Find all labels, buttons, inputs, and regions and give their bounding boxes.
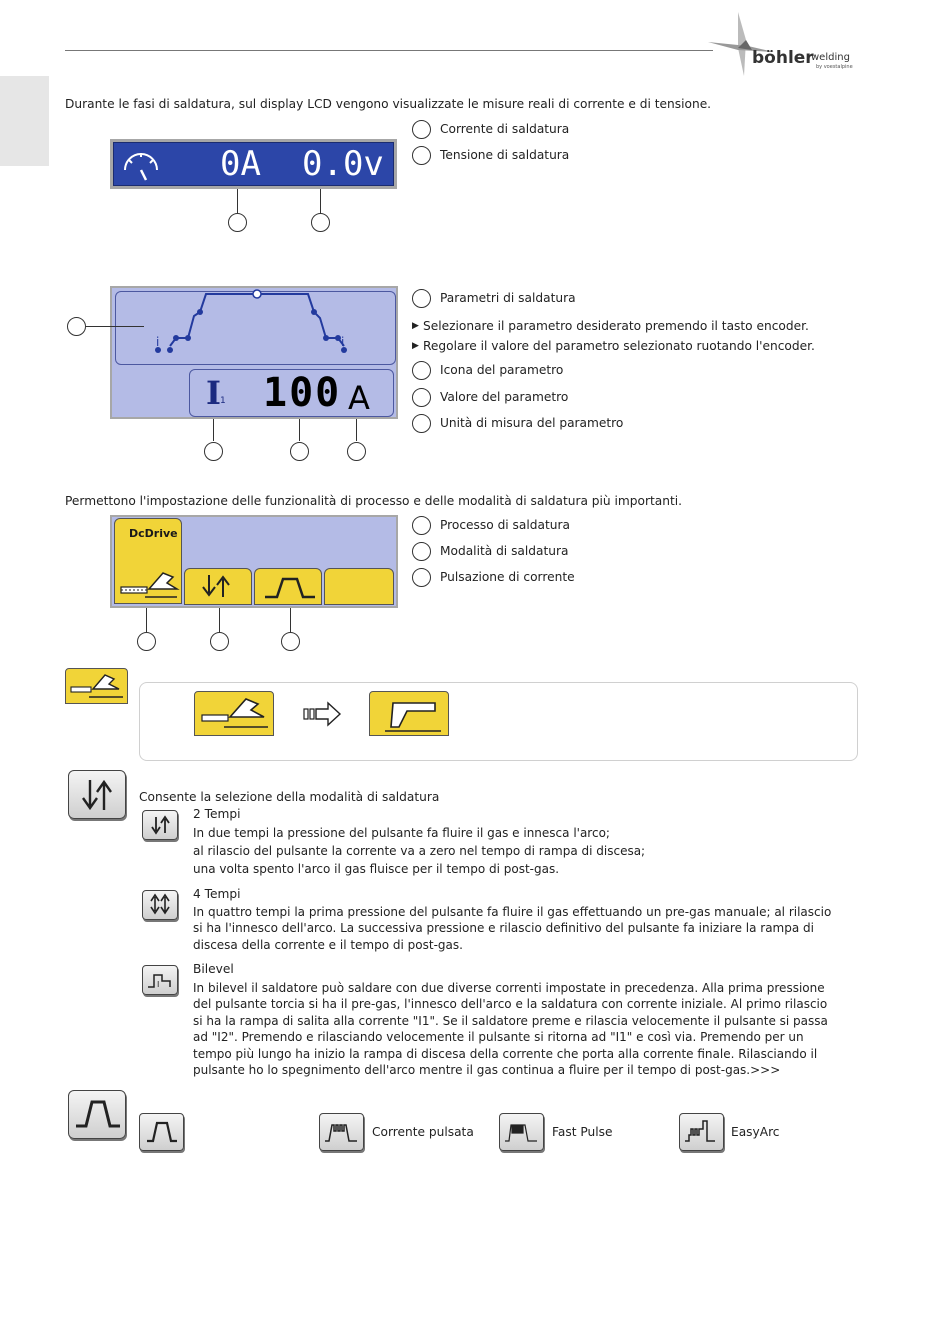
logo-main: böhler bbox=[752, 48, 814, 68]
legend-circle bbox=[412, 120, 431, 139]
logo bbox=[708, 10, 868, 80]
legend-pulse: Pulsazione di corrente bbox=[440, 570, 575, 584]
legend-circle bbox=[412, 516, 431, 535]
callout-circle bbox=[210, 632, 229, 651]
side-tab bbox=[0, 76, 49, 166]
callout-line bbox=[146, 608, 147, 632]
callout-line bbox=[86, 326, 144, 327]
callout-line bbox=[290, 608, 291, 632]
legend-parameters-title: Parametri di saldatura bbox=[440, 291, 576, 305]
mode-4t-line: si ha l'innesco dell'arco. La successiva pressione e rilascio definitivo del pulsante fa iniziare la rampa di bbox=[193, 921, 814, 936]
process-tab-button[interactable] bbox=[114, 518, 182, 604]
callout-line bbox=[213, 419, 214, 441]
section1-intro: Durante le fasi di saldatura, sul display LCD vengono visualizzate le misure reali di corrente e di tensione. bbox=[65, 97, 712, 111]
pulse-standard-label: Corrente pulsata bbox=[372, 1125, 474, 1139]
mode-intro: Consente la selezione della modalità di saldatura bbox=[139, 790, 440, 804]
legend-parameter-icon: Icona del parametro bbox=[440, 363, 564, 377]
legend-parameter-value: Valore del parametro bbox=[440, 390, 569, 404]
callout-line bbox=[356, 419, 357, 441]
pulse-wave-icon bbox=[70, 1092, 124, 1136]
legend-circle bbox=[412, 289, 431, 308]
callout-circle bbox=[311, 213, 330, 232]
process-tig-button[interactable] bbox=[369, 691, 449, 736]
bullet-arrow-icon: ▶ bbox=[412, 321, 419, 331]
mode-2t-line: una volta spento l'arco il gas fluisce per il tempo di post-gas. bbox=[193, 862, 560, 877]
mode-key-button[interactable] bbox=[68, 770, 126, 819]
callout-circle bbox=[137, 632, 156, 651]
section3-intro: Permettono l'impostazione delle funzionalità di processo e delle modalità di saldatura più importanti. bbox=[65, 494, 683, 508]
lcd-value-box bbox=[189, 369, 394, 417]
mode-bilevel-title: Bilevel bbox=[193, 962, 234, 976]
legend-circle bbox=[412, 414, 431, 433]
torch-process-icon bbox=[196, 693, 272, 735]
legend-parameter-unit: Unità di misura del parametro bbox=[440, 416, 624, 430]
pulse-off-icon bbox=[141, 1115, 181, 1149]
svg-text:i: i bbox=[156, 335, 160, 349]
easyarc-icon bbox=[681, 1115, 721, 1149]
mode-2t-line: al rilascio del pulsante la corrente va a zero nel tempo di rampa di discesa; bbox=[193, 844, 646, 859]
parameter-current-icon: I bbox=[206, 374, 221, 412]
pulsed-current-icon bbox=[321, 1115, 361, 1149]
bilevel-icon bbox=[144, 967, 176, 993]
process-electrode-button[interactable] bbox=[194, 691, 274, 736]
parameter-icon-sub: 1 bbox=[220, 396, 226, 406]
header-rule bbox=[65, 50, 713, 51]
mode-bilevel-line: tempo più lungo ha inizio la rampa di discesa della corrente che porta alla corrente finale. Rilasciando il bbox=[193, 1046, 818, 1061]
bullet-select: Selezionare il parametro desiderato premendo il tasto encoder. bbox=[423, 319, 809, 333]
mode-bilevel-line: ad "I2". Premendo e rilasciando velocemente il pulsante si ritorna ad "I1" e così via. Premendo per un bbox=[193, 1030, 804, 1045]
mode-4t-icon[interactable] bbox=[142, 890, 178, 920]
tig-torch-icon bbox=[371, 693, 447, 735]
lcd-voltage-value: 0.0v bbox=[302, 144, 384, 184]
mode-4t-line: discesa della corrente e il tempo di post-gas. bbox=[193, 937, 463, 952]
bullet-arrow-icon: ▶ bbox=[412, 341, 419, 351]
mode-2t-title: 2 Tempi bbox=[193, 807, 241, 821]
mode-bilevel-line: In bilevel il saldatore può saldare con due diverse correnti impostate in precedenza. Alla prima pressione bbox=[193, 981, 825, 995]
pulse-button[interactable] bbox=[254, 568, 322, 605]
fast-pulse-icon bbox=[501, 1115, 541, 1149]
callout-circle bbox=[290, 442, 309, 461]
legend-current: Corrente di saldatura bbox=[440, 122, 570, 136]
mode-button[interactable] bbox=[184, 568, 252, 605]
two-step-icon bbox=[144, 812, 176, 838]
empty-function-button[interactable] bbox=[324, 568, 394, 605]
callout-circle bbox=[281, 632, 300, 651]
svg-text:i: i bbox=[341, 335, 345, 349]
pulse-standard-button[interactable] bbox=[319, 1113, 364, 1151]
fast-pulse-button[interactable] bbox=[499, 1113, 544, 1151]
easyarc-button[interactable] bbox=[679, 1113, 724, 1151]
callout-circle bbox=[228, 213, 247, 232]
mode-bilevel-desc bbox=[193, 980, 863, 1078]
mode-2t-line: In due tempi la pressione del pulsante fa fluire il gas e innesca l'arco; bbox=[193, 826, 610, 840]
lcd-parameter-display bbox=[110, 286, 398, 419]
mode-2t-icon[interactable] bbox=[142, 810, 178, 840]
callout-circle bbox=[204, 442, 223, 461]
legend-mode: Modalità di saldatura bbox=[440, 544, 569, 558]
callout-line bbox=[219, 608, 220, 632]
parameter-value: 100 bbox=[263, 370, 342, 416]
logo-sub: welding bbox=[811, 52, 850, 63]
legend-circle bbox=[412, 542, 431, 561]
process-key-icon[interactable] bbox=[65, 668, 128, 704]
pulse-off-button[interactable] bbox=[139, 1113, 184, 1151]
legend-process: Processo di saldatura bbox=[440, 518, 570, 532]
lcd-current-value: 0A bbox=[220, 144, 261, 184]
torch-process-icon bbox=[67, 670, 127, 702]
meter-gauge-icon bbox=[121, 146, 161, 184]
arrow-right-icon bbox=[302, 701, 342, 727]
mode-4t-desc bbox=[193, 904, 863, 953]
mode-bilevel-line: del pulsante torcia si ha il pre-gas, l'innesco dell'arco e la saldatura con corrente iniziale. Al primo rilascio bbox=[193, 997, 828, 1012]
callout-circle bbox=[67, 317, 86, 336]
process-tab-label: DcDrive bbox=[129, 527, 178, 540]
callout-line bbox=[237, 189, 238, 213]
svg-text:I: I bbox=[157, 980, 160, 989]
pulse-key-button[interactable] bbox=[68, 1090, 126, 1139]
callout-circle bbox=[347, 442, 366, 461]
legend-circle bbox=[412, 146, 431, 165]
mode-arrows-icon bbox=[70, 772, 124, 816]
four-step-icon bbox=[144, 892, 176, 918]
legend-voltage: Tensione di saldatura bbox=[440, 148, 570, 162]
callout-line bbox=[299, 419, 300, 441]
welding-cycle-graph-icon bbox=[112, 288, 396, 366]
mode-bilevel-line: pulsante ho lo spegnimento dell'arco mentre il gas continua a fluire per il tempo di post-gas.>>> bbox=[193, 1063, 781, 1078]
legend-circle bbox=[412, 568, 431, 587]
lcd-function-display bbox=[110, 515, 398, 608]
callout-line bbox=[320, 189, 321, 213]
mode-bilevel-icon[interactable] bbox=[142, 965, 178, 995]
mode-arrows-icon bbox=[187, 571, 251, 603]
pulse-wave-icon bbox=[257, 571, 321, 603]
mode-bilevel-line: si ha la rampa di salita alla corrente "I1". Se il saldatore preme e rilascia velocemente il pulsante si passa bbox=[193, 1013, 828, 1028]
legend-circle bbox=[412, 388, 431, 407]
mode-4t-title: 4 Tempi bbox=[193, 887, 241, 901]
legend-circle bbox=[412, 361, 431, 380]
mode-2t-desc bbox=[193, 825, 863, 878]
logo-tag: by voestalpine bbox=[816, 64, 853, 70]
lcd-measure-display bbox=[110, 139, 397, 189]
fast-pulse-label: Fast Pulse bbox=[552, 1125, 613, 1139]
torch-process-icon bbox=[117, 567, 181, 601]
mode-4t-line: In quattro tempi la prima pressione del pulsante fa fluire il gas effettuando un pre-gas manuale; al rilascio bbox=[193, 905, 832, 919]
parameter-unit: A bbox=[348, 379, 370, 417]
bullet-adjust: Regolare il valore del parametro selezionato ruotando l'encoder. bbox=[423, 339, 815, 353]
easyarc-label: EasyArc bbox=[731, 1125, 780, 1139]
